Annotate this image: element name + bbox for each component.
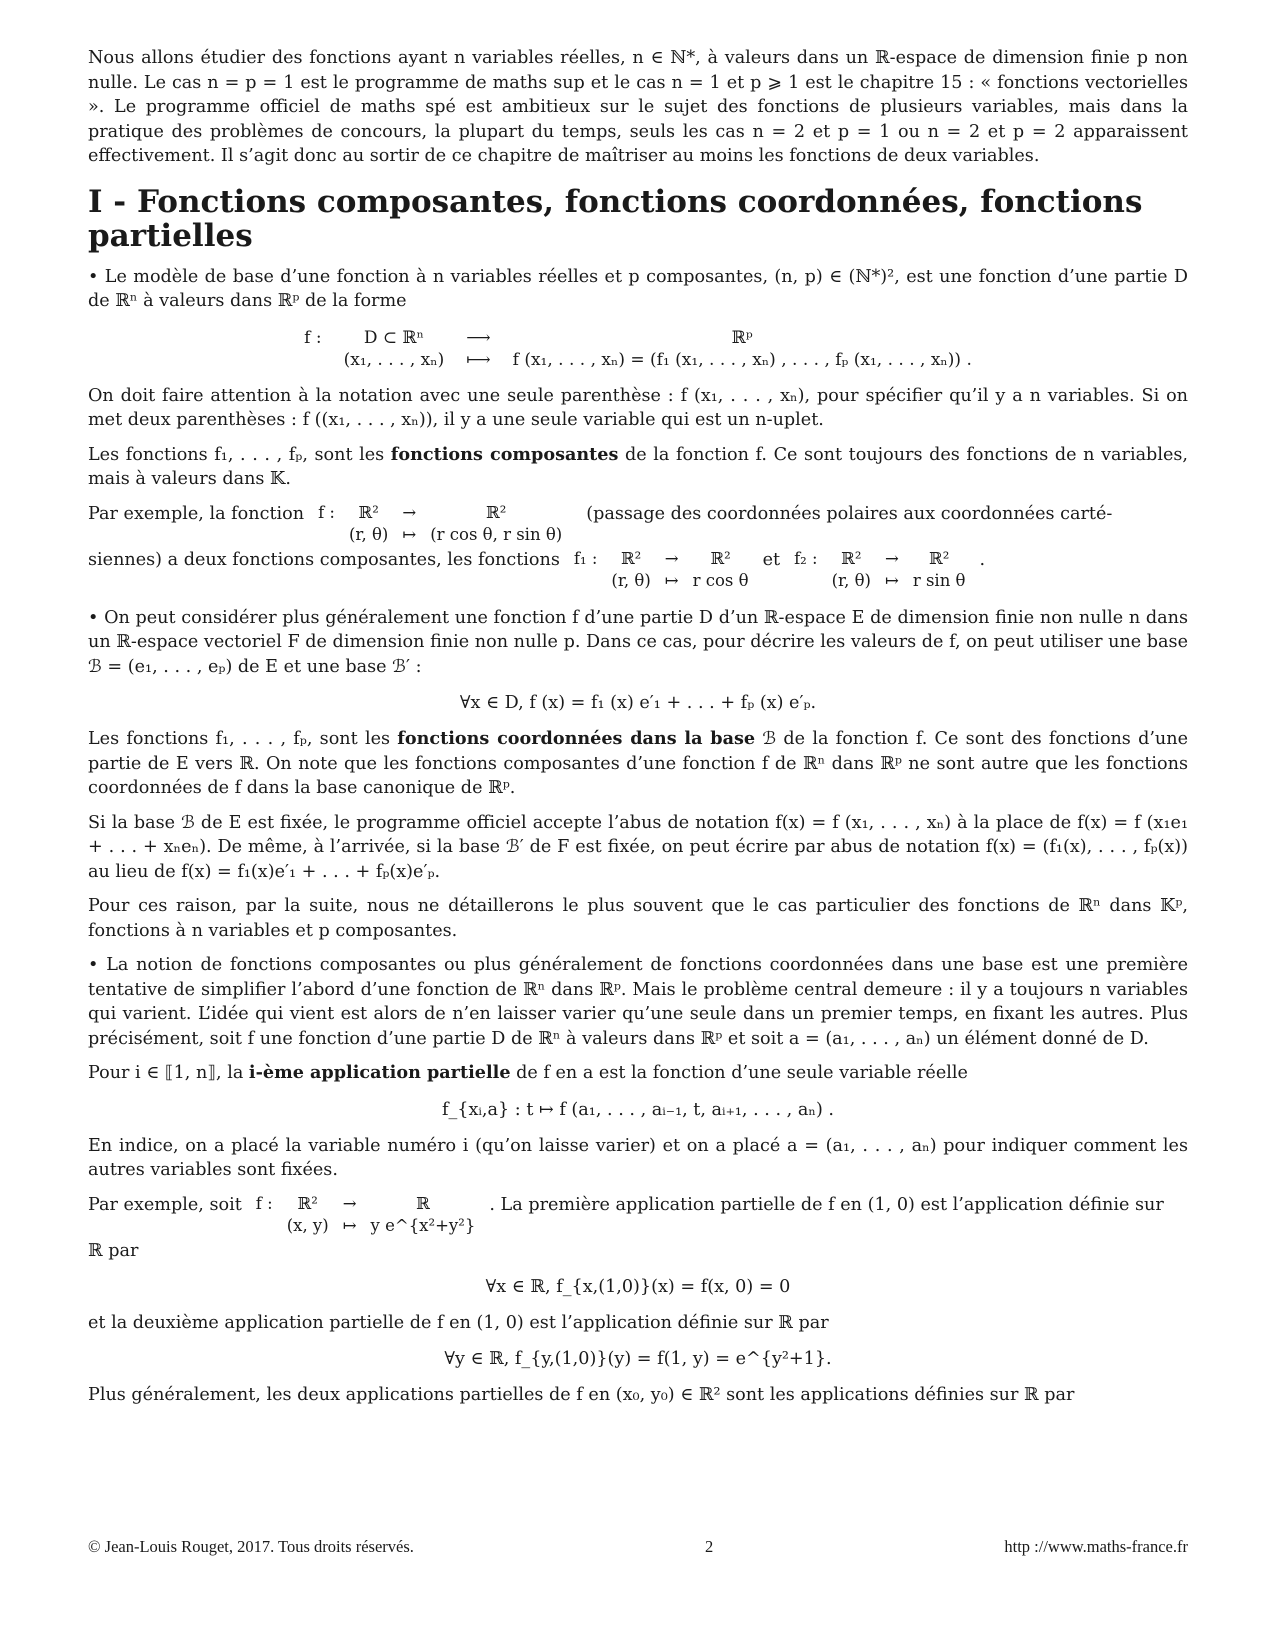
map-image: f (x₁, . . . , xₙ) = (f₁ (x₁, . . . , xₙ) , . . . , fₚ (x₁, . . . , xₙ)) . bbox=[512, 349, 972, 370]
paragraph-general-function: • On peut considérer plus généralement une fonction f d’une partie D d’un ℝ-espace E de dimension finie non nulle n dans un ℝ-espace vectoriel F de dimension finie non nulle p. Dans ce cas, pour décrire les valeurs de f, on peut utiliser une base ℬ = (e₁, . . . , eₚ) de E et une base ℬ′ : bbox=[88, 607, 1188, 677]
paragraph-general-partials: Plus généralement, les deux applications partielles de f en (x₀, y₀) ∈ ℝ² sont les applications définies sur ℝ par bbox=[88, 1385, 1075, 1405]
example-polar: Par exemple, la fonction f : ℝ² → ℝ² (r, θ) ↦ (r cos θ, r sin θ) (passage des coordonnées polaires aux coordonnées carté- siennes) a deux fonctions composantes, les fonctions f₁ : ℝ² → ℝ² (r, θ) ↦ r cos θ et f₂ : ℝ² → ℝ² (r, θ) ↦ r sin θ . bbox=[88, 502, 1113, 590]
example-partial-mapping: f : ℝ² → ℝ (x, y) ↦ y e^{x²+y²} bbox=[255, 1193, 476, 1235]
paragraph-second-partial: et la deuxième application partielle de f en (1, 0) est l’application définie sur ℝ par bbox=[88, 1312, 829, 1333]
equation-first-partial: ∀x ∈ ℝ, f_{x,(1,0)}(x) = f(x, 0) = 0 bbox=[485, 1276, 791, 1297]
example-f2-mapping: f₂ : ℝ² → ℝ² (r, θ) ↦ r sin θ bbox=[794, 548, 966, 590]
paragraph-indice: En indice, on a placé la variable numéro i (qu’on laisse varier) et on a placé a = (a₁, . . . , aₙ) pour indiquer comment les autres variables sont fixées. bbox=[88, 1135, 1188, 1180]
paragraph-coordonnees: Les fonctions f₁, . . . , fₚ, sont les fonctions coordonnées dans la base ℬ de la fonction f. Ce sont des fonctions d’une partie de E vers ℝ. On note que les fonctions composantes d’une fonction f de ℝⁿ dans ℝᵖ ne sont autre que les fonctions coordonnées de f dans la base canonique de ℝᵖ. bbox=[88, 728, 1188, 798]
equation-partial: f_{xᵢ,a} : t ↦ f (a₁, . . . , aᵢ₋₁, t, aᵢ₊₁, . . . , aₙ) . bbox=[441, 1099, 835, 1120]
mapping-display-f bbox=[88, 328, 1188, 370]
page-footer bbox=[88, 1537, 1188, 1563]
page-body bbox=[88, 46, 1188, 1418]
paragraph-partial-def: Pour i ∈ ⟦1, n⟧, la i-ème application partielle de f en a est la fonction d’une seule variable réelle bbox=[88, 1062, 968, 1083]
map-codomain: ℝᵖ bbox=[731, 327, 753, 348]
paragraph-raison: Pour ces raison, par la suite, nous ne détaillerons le plus souvent que le cas particulier des fonctions de ℝⁿ dans 𝕂ᵖ, fonctions à n variables et p composantes. bbox=[88, 896, 1188, 941]
footer-page-number: 2 bbox=[705, 1537, 714, 1556]
intro-paragraph: Nous allons étudier des fonctions ayant n variables réelles, n ∈ ℕ*, à valeurs dans un ℝ-espace de dimension finie p non nulle. Le cas n = p = 1 est le programme de maths sup et le cas n = 1 et p ⩾ 1 est le chapitre 15 : « fonctions vectorielles ». Le programme officiel de maths spé est ambitieux sur le sujet des fonctions de plusieurs variables, mais dans la pratique des problèmes de concours, la plupart du temps, seuls les cas n = 2 et p = 1 ou n = 2 et p = 2 apparaissent effectivement. Il s’agit donc au sortir de ce chapitre de maîtriser au moins les fonctions de deux variables. bbox=[88, 48, 1188, 166]
example-partial: Par exemple, soit f : ℝ² → ℝ (x, y) ↦ y e^{x²+y²} . La première application partielle de f en (1, 0) est l’application définie sur ℝ par bbox=[88, 1193, 1164, 1261]
example-polar-mapping: f : ℝ² → ℝ² (r, θ) ↦ (r cos θ, r sin θ) bbox=[318, 502, 563, 544]
equation-coordinates: ∀x ∈ D, f (x) = f₁ (x) e′₁ + . . . + fₚ (x) e′ₚ. bbox=[459, 693, 817, 713]
paragraph-partial-intro: • La notion de fonctions composantes ou plus généralement de fonctions coordonnées dans une base est une première tentative de simplifier l’abord d’une fonction de ℝⁿ dans ℝᵖ. Mais le problème central demeure : il y a toujours n variables qui varient. L’idée qui vient est alors de n’en laisser varier qu’une seule dans un premier temps, en fixant les autres. Plus précisément, soit f une fonction d’une partie D de ℝⁿ à valeurs dans ℝᵖ et soit a = (a₁, . . . , aₙ) un élément donné de D. bbox=[88, 955, 1188, 1049]
paragraph-abus-notation: Si la base ℬ de E est fixée, le programme officiel accepte l’abus de notation f(x) = f (x₁, . . . , xₙ) à la place de f(x) = f (x₁e₁ + . . . + xₙeₙ). De même, à l’arrivée, si la base ℬ′ de F est fixée, on peut écrire par abus de notation f(x) = (f₁(x), . . . , fₚ(x)) au lieu de f(x) = f₁(x)e′₁ + . . . + fₚ(x)e′ₚ. bbox=[88, 812, 1188, 882]
paragraph-notation: On doit faire attention à la notation avec une seule parenthèse : f (x₁, . . . , xₙ), pour spécifier qu’il y a n variables. Si on met deux parenthèses : f ((x₁, . . . , xₙ)), il y a une seule variable qui est un n-uplet. bbox=[88, 385, 1188, 430]
equation-second-partial: ∀y ∈ ℝ, f_{y,(1,0)}(y) = f(1, y) = e^{y²+1}. bbox=[444, 1349, 832, 1369]
example-f1-mapping: f₁ : ℝ² → ℝ² (r, θ) ↦ r cos θ bbox=[573, 548, 749, 590]
term-fonctions-coordonnees: fonctions coordonnées dans la base bbox=[397, 728, 756, 749]
map-variable: (x₁, . . . , xₙ) bbox=[343, 349, 445, 370]
paragraph-composantes: Les fonctions f₁, . . . , fₚ, sont les fonctions composantes de la fonction f. Ce sont toujours des fonctions de n variables, mais à valeurs dans 𝕂. bbox=[88, 443, 1188, 489]
section-title: I - Fonctions composantes, fonctions coordonnées, fonctions partielles bbox=[88, 183, 1143, 254]
footer-copyright: © Jean-Louis Rouget, 2017. Tous droits réservés. bbox=[88, 1537, 414, 1556]
paragraph-base-model: • Le modèle de base d’une fonction à n variables réelles et p composantes, (n, p) ∈ (ℕ*)², est une fonction d’une partie D de ℝⁿ à valeurs dans ℝᵖ de la forme bbox=[88, 266, 1188, 311]
footer-url[interactable]: http ://www.maths-france.fr bbox=[1004, 1537, 1188, 1556]
map-f-label: f : bbox=[304, 327, 322, 348]
map-arrow: ⟶ bbox=[466, 327, 491, 348]
term-fonctions-composantes: fonctions composantes bbox=[390, 443, 619, 465]
map-mapsto: ⟼ bbox=[466, 349, 491, 370]
term-application-partielle: i-ème application partielle bbox=[248, 1062, 511, 1083]
map-domain: D ⊂ ℝⁿ bbox=[363, 327, 424, 348]
